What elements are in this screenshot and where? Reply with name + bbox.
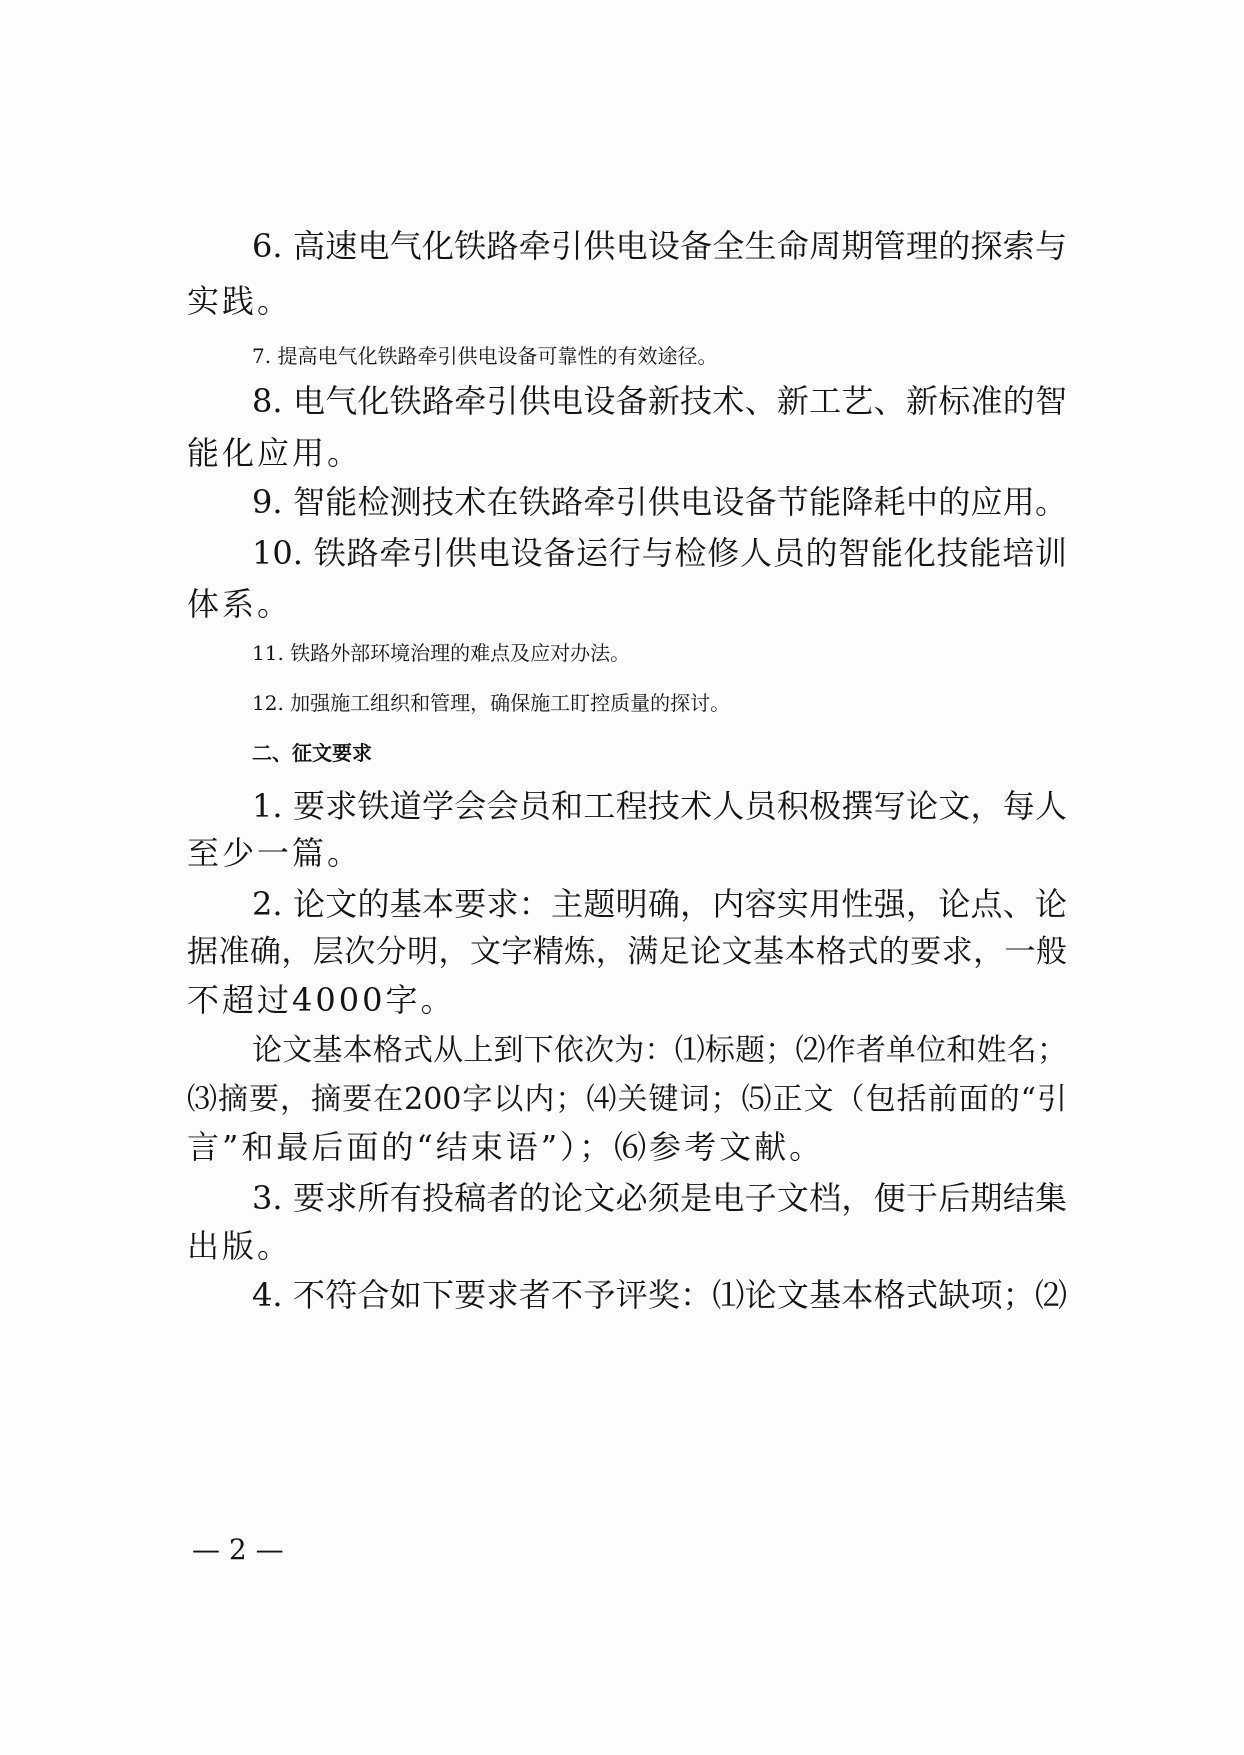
text-line: 出版。 (187, 1227, 293, 1265)
text-line: 1. 要求铁道学会会员和工程技术人员积极撰写论文，每人 (252, 787, 1067, 825)
text-line: 10. 铁路牵引供电设备运行与检修人员的智能化技能培训 (252, 534, 1067, 572)
text-line: 至少一篇。 (187, 834, 363, 872)
text-line: 言”和最后面的“结束语”）；⑹参考文献。 (187, 1128, 825, 1166)
text-line: 能化应用。 (187, 434, 363, 472)
text-line: 6. 高速电气化铁路牵引供电设备全生命周期管理的探索与 (252, 227, 1067, 265)
text-line: 11. 铁路外部环境治理的难点及应对办法。 (252, 641, 631, 665)
text-line: 体系。 (187, 585, 293, 623)
text-line: 2. 论文的基本要求：主题明确，内容实用性强，论点、论 (252, 885, 1067, 923)
text-line: 12. 加强施工组织和管理，确保施工盯控质量的探讨。 (252, 691, 731, 715)
text-line: 7. 提高电气化铁路牵引供电设备可靠性的有效途径。 (252, 344, 718, 368)
text-line: ⑶摘要，摘要在200字以内；⑷关键词；⑸正文（包括前面的“引 (187, 1082, 1067, 1117)
text-line: 论文基本格式从上到下依次为：⑴标题；⑵作者单位和姓名； (252, 1033, 1067, 1068)
text-line: 3. 要求所有投稿者的论文必须是电子文档，便于后期结集 (252, 1179, 1067, 1217)
text-line: 据准确，层次分明，文字精炼，满足论文基本格式的要求，一般 (187, 934, 1067, 970)
text-line: 实践。 (187, 282, 293, 320)
text-line: 8. 电气化铁路牵引供电设备新技术、新工艺、新标准的智 (252, 382, 1067, 420)
page-number: — 2 — (192, 1533, 284, 1566)
text-line: 9. 智能检测技术在铁路牵引供电设备节能降耗中的应用。 (252, 483, 1067, 521)
section-heading: 二、征文要求 (252, 741, 372, 765)
text-line: 不超过4000字。 (187, 981, 456, 1019)
text-line: 4. 不符合如下要求者不予评奖：⑴论文基本格式缺项；⑵ (252, 1276, 1067, 1314)
